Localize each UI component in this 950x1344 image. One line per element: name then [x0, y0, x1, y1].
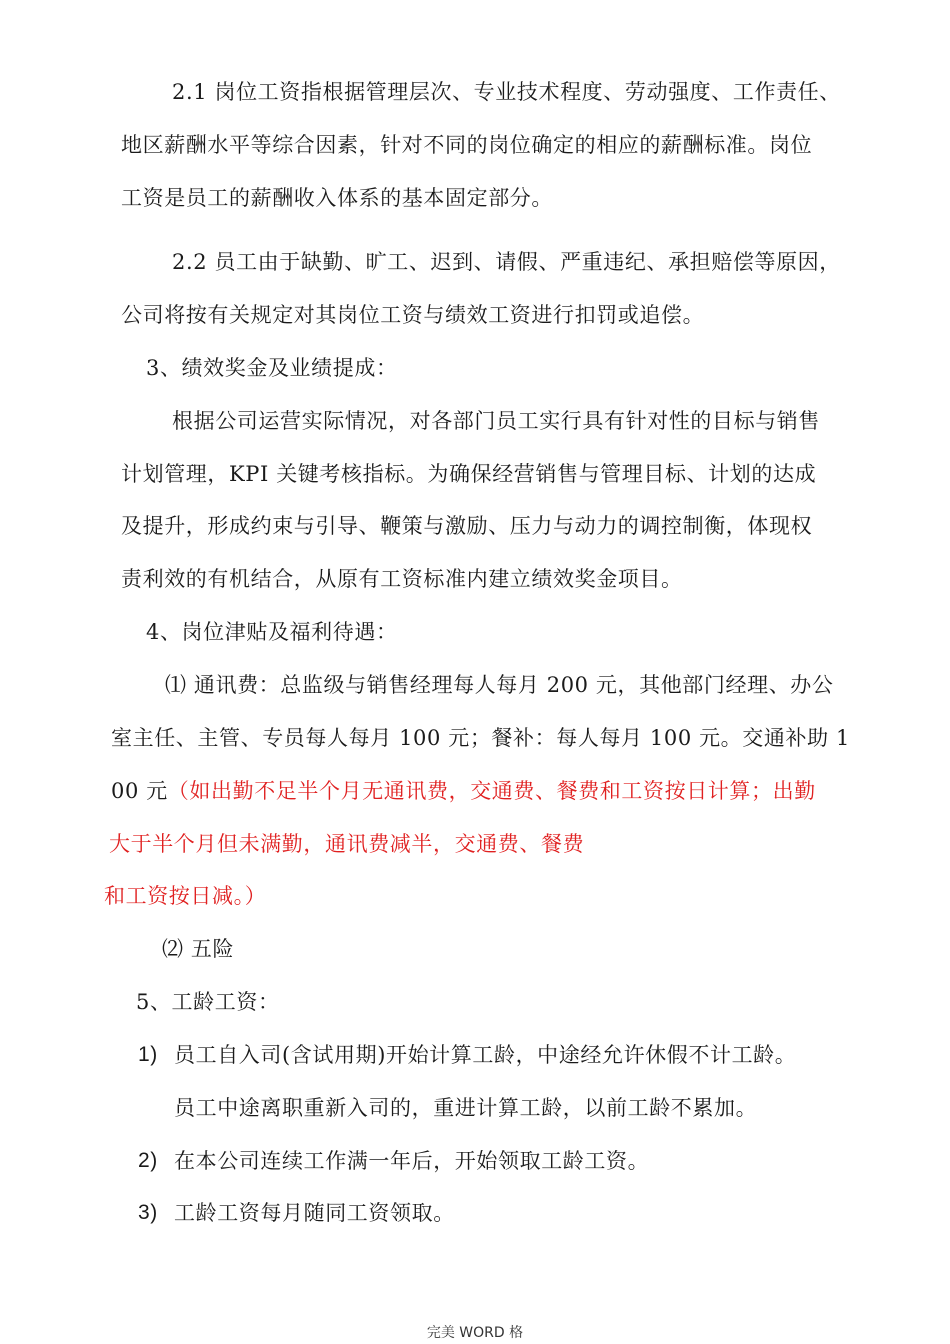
paragraph-2-2-line-1: 2.2 员工由于缺勤、旷工、迟到、请假、严重违纪、承担赔偿等原因，	[172, 250, 841, 274]
list-5-item-2-number: 2)	[138, 1149, 158, 1172]
paragraph-2-1-line-3: 工资是员工的薪酬收入体系的基本固定部分。	[121, 186, 553, 210]
item-4-2: ⑵ 五险	[162, 937, 235, 961]
heading-section-4: 4、岗位津贴及福利待遇：	[146, 620, 398, 644]
list-5-item-3-text: 工龄工资每月随同工资领取。	[174, 1201, 455, 1225]
page-footer: 完美 WORD 格	[426, 1325, 524, 1341]
list-5-item-1-continuation: 员工中途离职重新入司的，重进计算工龄，以前工龄不累加。	[174, 1096, 758, 1120]
list-5-item-3-number: 3)	[138, 1201, 158, 1224]
list-5-item-1-text: 员工自入司(含试用期)开始计算工龄，中途经允许休假不计工龄。	[174, 1043, 797, 1067]
paragraph-3-line-4: 责利效的有机结合，从原有工资标准内建立绩效奖金项目。	[121, 567, 683, 591]
paragraph-4-line-3	[111, 777, 816, 805]
paragraph-2-1-line-1: 2.1 岗位工资指根据管理层次、专业技术程度、劳动强度、工作责任、	[172, 80, 841, 104]
list-5-item-1-number: 1)	[138, 1043, 158, 1066]
paragraph-4-note-line-2: 大于半个月但未满勤，通讯费减半，交通费、餐费	[109, 832, 585, 856]
paragraph-2-2-line-2: 公司将按有关规定对其岗位工资与绩效工资进行扣罚或追偿。	[121, 303, 705, 327]
paragraph-3-line-3: 及提升，形成约束与引导、鞭策与激励、压力与动力的调控制衡，体现权	[121, 514, 813, 538]
paragraph-4-note-line-3: 和工资按日减。）	[104, 884, 267, 908]
paragraph-4-line-2: 室主任、主管、专员每人每月 100 元；餐补：每人每月 100 元。交通补助 1	[111, 726, 850, 750]
list-5-item-2-text: 在本公司连续工作满一年后，开始领取工龄工资。	[174, 1149, 650, 1173]
paragraph-3-line-2: 计划管理，KPI 关键考核指标。为确保经营销售与管理目标、计划的达成	[121, 462, 817, 486]
paragraph-4-line-1: ⑴ 通讯费：总监级与销售经理每人每月 200 元，其他部门经理、办公	[165, 673, 834, 697]
paragraph-4-line-3-text: 00 元	[111, 779, 168, 803]
paragraph-4-note-start: （如出勤不足半个月无通讯费，交通费、餐费和工资按日计算；出勤	[167, 779, 816, 803]
paragraph-2-1-line-2: 地区薪酬水平等综合因素，针对不同的岗位确定的相应的薪酬标准。岗位	[121, 133, 813, 157]
heading-section-5: 5、工龄工资：	[136, 990, 280, 1014]
heading-section-3: 3、绩效奖金及业绩提成：	[146, 356, 398, 380]
paragraph-3-line-1: 根据公司运营实际情况，对各部门员工实行具有针对性的目标与销售	[172, 409, 820, 433]
